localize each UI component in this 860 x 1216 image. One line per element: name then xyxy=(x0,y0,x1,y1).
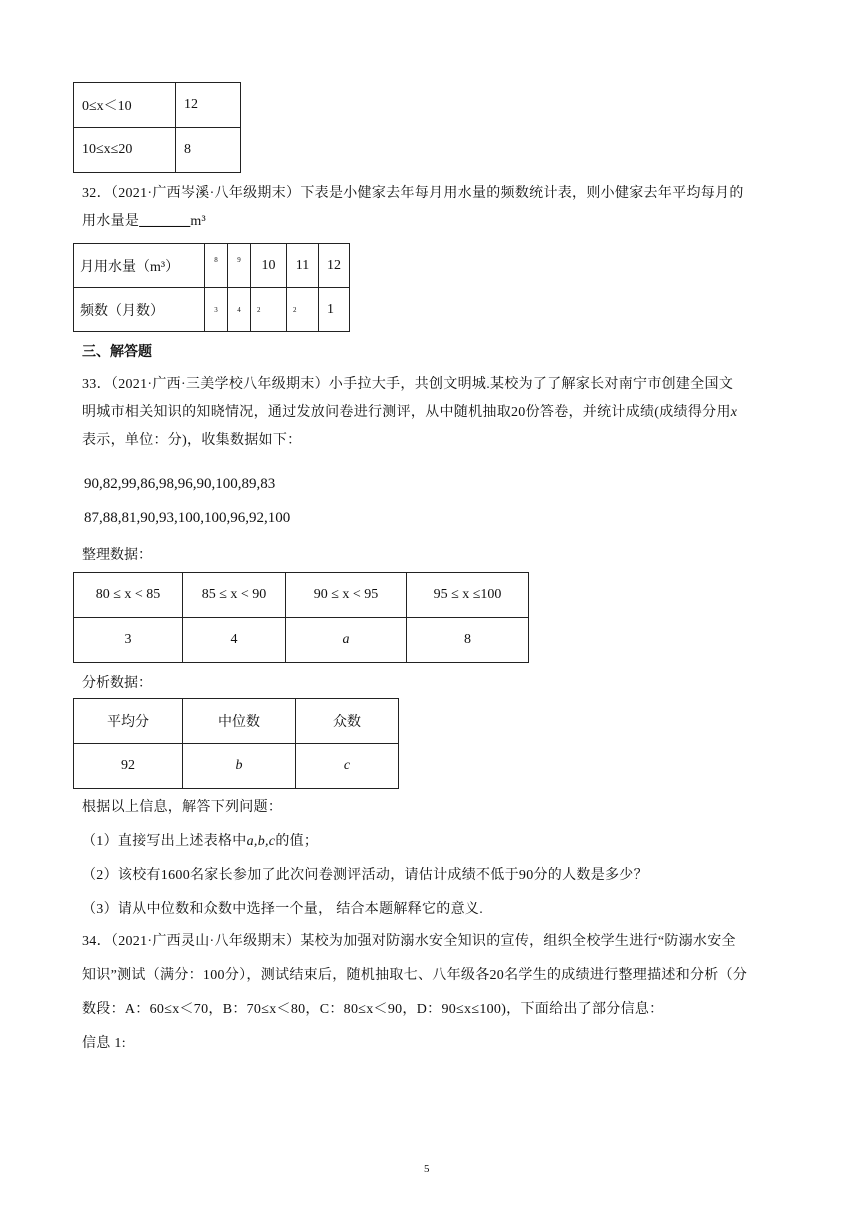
variables: a,b,c xyxy=(246,834,276,849)
question-32 xyxy=(82,180,782,236)
top-frequency-table xyxy=(73,82,241,173)
range-cell: 10≤x≤20 xyxy=(74,128,176,173)
data-line: 90,82,99,86,98,96,90,100,89,83 xyxy=(84,476,276,492)
count-cell: 8 xyxy=(176,128,241,173)
question-number: 32． xyxy=(82,186,111,201)
question-text: 33．（2021·广西·三美学校八年级期末）小手拉大手，共创文明城.某校为了了解家长对南宁市创建全国文 xyxy=(82,377,734,392)
question-text: 用水量是 xyxy=(82,214,140,229)
table-cell: b xyxy=(183,744,296,789)
question-text: 明城市相关知识的知晓情况，通过发放问卷进行测评，从中随机抽取20份答卷，并统计成绩(成绩得分用 xyxy=(82,405,731,420)
question-text: 下表是小健家去年每月用水量的频数统计表，则小健家去年平均每月的 xyxy=(300,186,744,201)
range-cell: 0≤x＜10 xyxy=(74,83,176,128)
part-2: （2）该校有1600名家长参加了此次问卷测评活动，请估计成绩不低于90分的人数是多少？ xyxy=(82,868,648,883)
table-cell: 10 xyxy=(251,244,287,288)
table-cell: 2 xyxy=(287,288,319,332)
table-cell: a xyxy=(286,618,407,663)
question-33 xyxy=(82,371,792,455)
answer-blank: _______ xyxy=(139,214,191,229)
table-header: 90 ≤ x < 95 xyxy=(286,573,407,618)
table-cell: 2 xyxy=(251,288,287,332)
table-cell: 92 xyxy=(74,744,183,789)
table-header: 85 ≤ x < 90 xyxy=(183,573,286,618)
table-cell: 3 xyxy=(74,618,183,663)
table-cell: 3 xyxy=(205,288,228,332)
table-cell: 1 xyxy=(319,288,350,332)
question-source: （2021·广西岑溪·八年级期末） xyxy=(110,186,301,201)
question-text: 知识”测试（满分：100分），测试结束后，随机抽取七、八年级各20名学生的成绩进行整理描述和分析（分 xyxy=(82,968,748,983)
water-usage-table xyxy=(73,243,350,332)
variable-x: x xyxy=(730,405,738,420)
part-3: （3）请从中位数和众数中选择一个量， 结合本题解释它的意义. xyxy=(82,902,483,917)
question-text: 表示，单位：分)，收集数据如下： xyxy=(82,433,302,448)
data-line: 87,88,81,90,93,100,100,96,92,100 xyxy=(84,510,291,526)
table-cell: 8 xyxy=(407,618,529,663)
table-header: 众数 xyxy=(296,699,399,744)
page-number: 5 xyxy=(424,1163,430,1175)
table-header: 80 ≤ x < 85 xyxy=(74,573,183,618)
row-header: 频数（月数） xyxy=(74,288,205,332)
table-header: 95 ≤ x ≤100 xyxy=(407,573,529,618)
part-1-end: 的值； xyxy=(275,834,319,849)
section-heading: 三、解答题 xyxy=(82,345,152,360)
answer-intro: 根据以上信息，解答下列问题： xyxy=(82,800,283,815)
question-33-parts xyxy=(82,794,802,924)
question-text: 34．（2021·广西灵山·八年级期末）某校为加强对防溺水安全知识的宣传，组织全校学生进行“防溺水安全 xyxy=(82,934,736,949)
table-header: 平均分 xyxy=(74,699,183,744)
question-text: 数段：A：60≤x＜70，B：70≤x＜80，C：80≤x＜90，D：90≤x≤100)，下面给出了部分信息： xyxy=(82,1002,664,1017)
part-1: （1）直接写出上述表格中 xyxy=(82,834,247,849)
table-cell: 9 xyxy=(228,244,251,288)
table-cell: 4 xyxy=(228,288,251,332)
unit-label: m³ xyxy=(190,214,206,229)
score-range-table xyxy=(73,572,529,663)
table-cell: 12 xyxy=(319,244,350,288)
info-label: 信息 1: xyxy=(82,1036,126,1051)
question-34 xyxy=(82,928,792,1058)
analysis-table xyxy=(73,698,399,789)
table-cell: 4 xyxy=(183,618,286,663)
table-header: 中位数 xyxy=(183,699,296,744)
row-header: 月用水量（m³） xyxy=(74,244,205,288)
count-cell: 12 xyxy=(176,83,241,128)
analyze-label: 分析数据： xyxy=(82,676,152,691)
organize-label: 整理数据： xyxy=(82,548,152,563)
table-cell: 8 xyxy=(205,244,228,288)
table-cell: 11 xyxy=(287,244,319,288)
table-cell: c xyxy=(296,744,399,789)
